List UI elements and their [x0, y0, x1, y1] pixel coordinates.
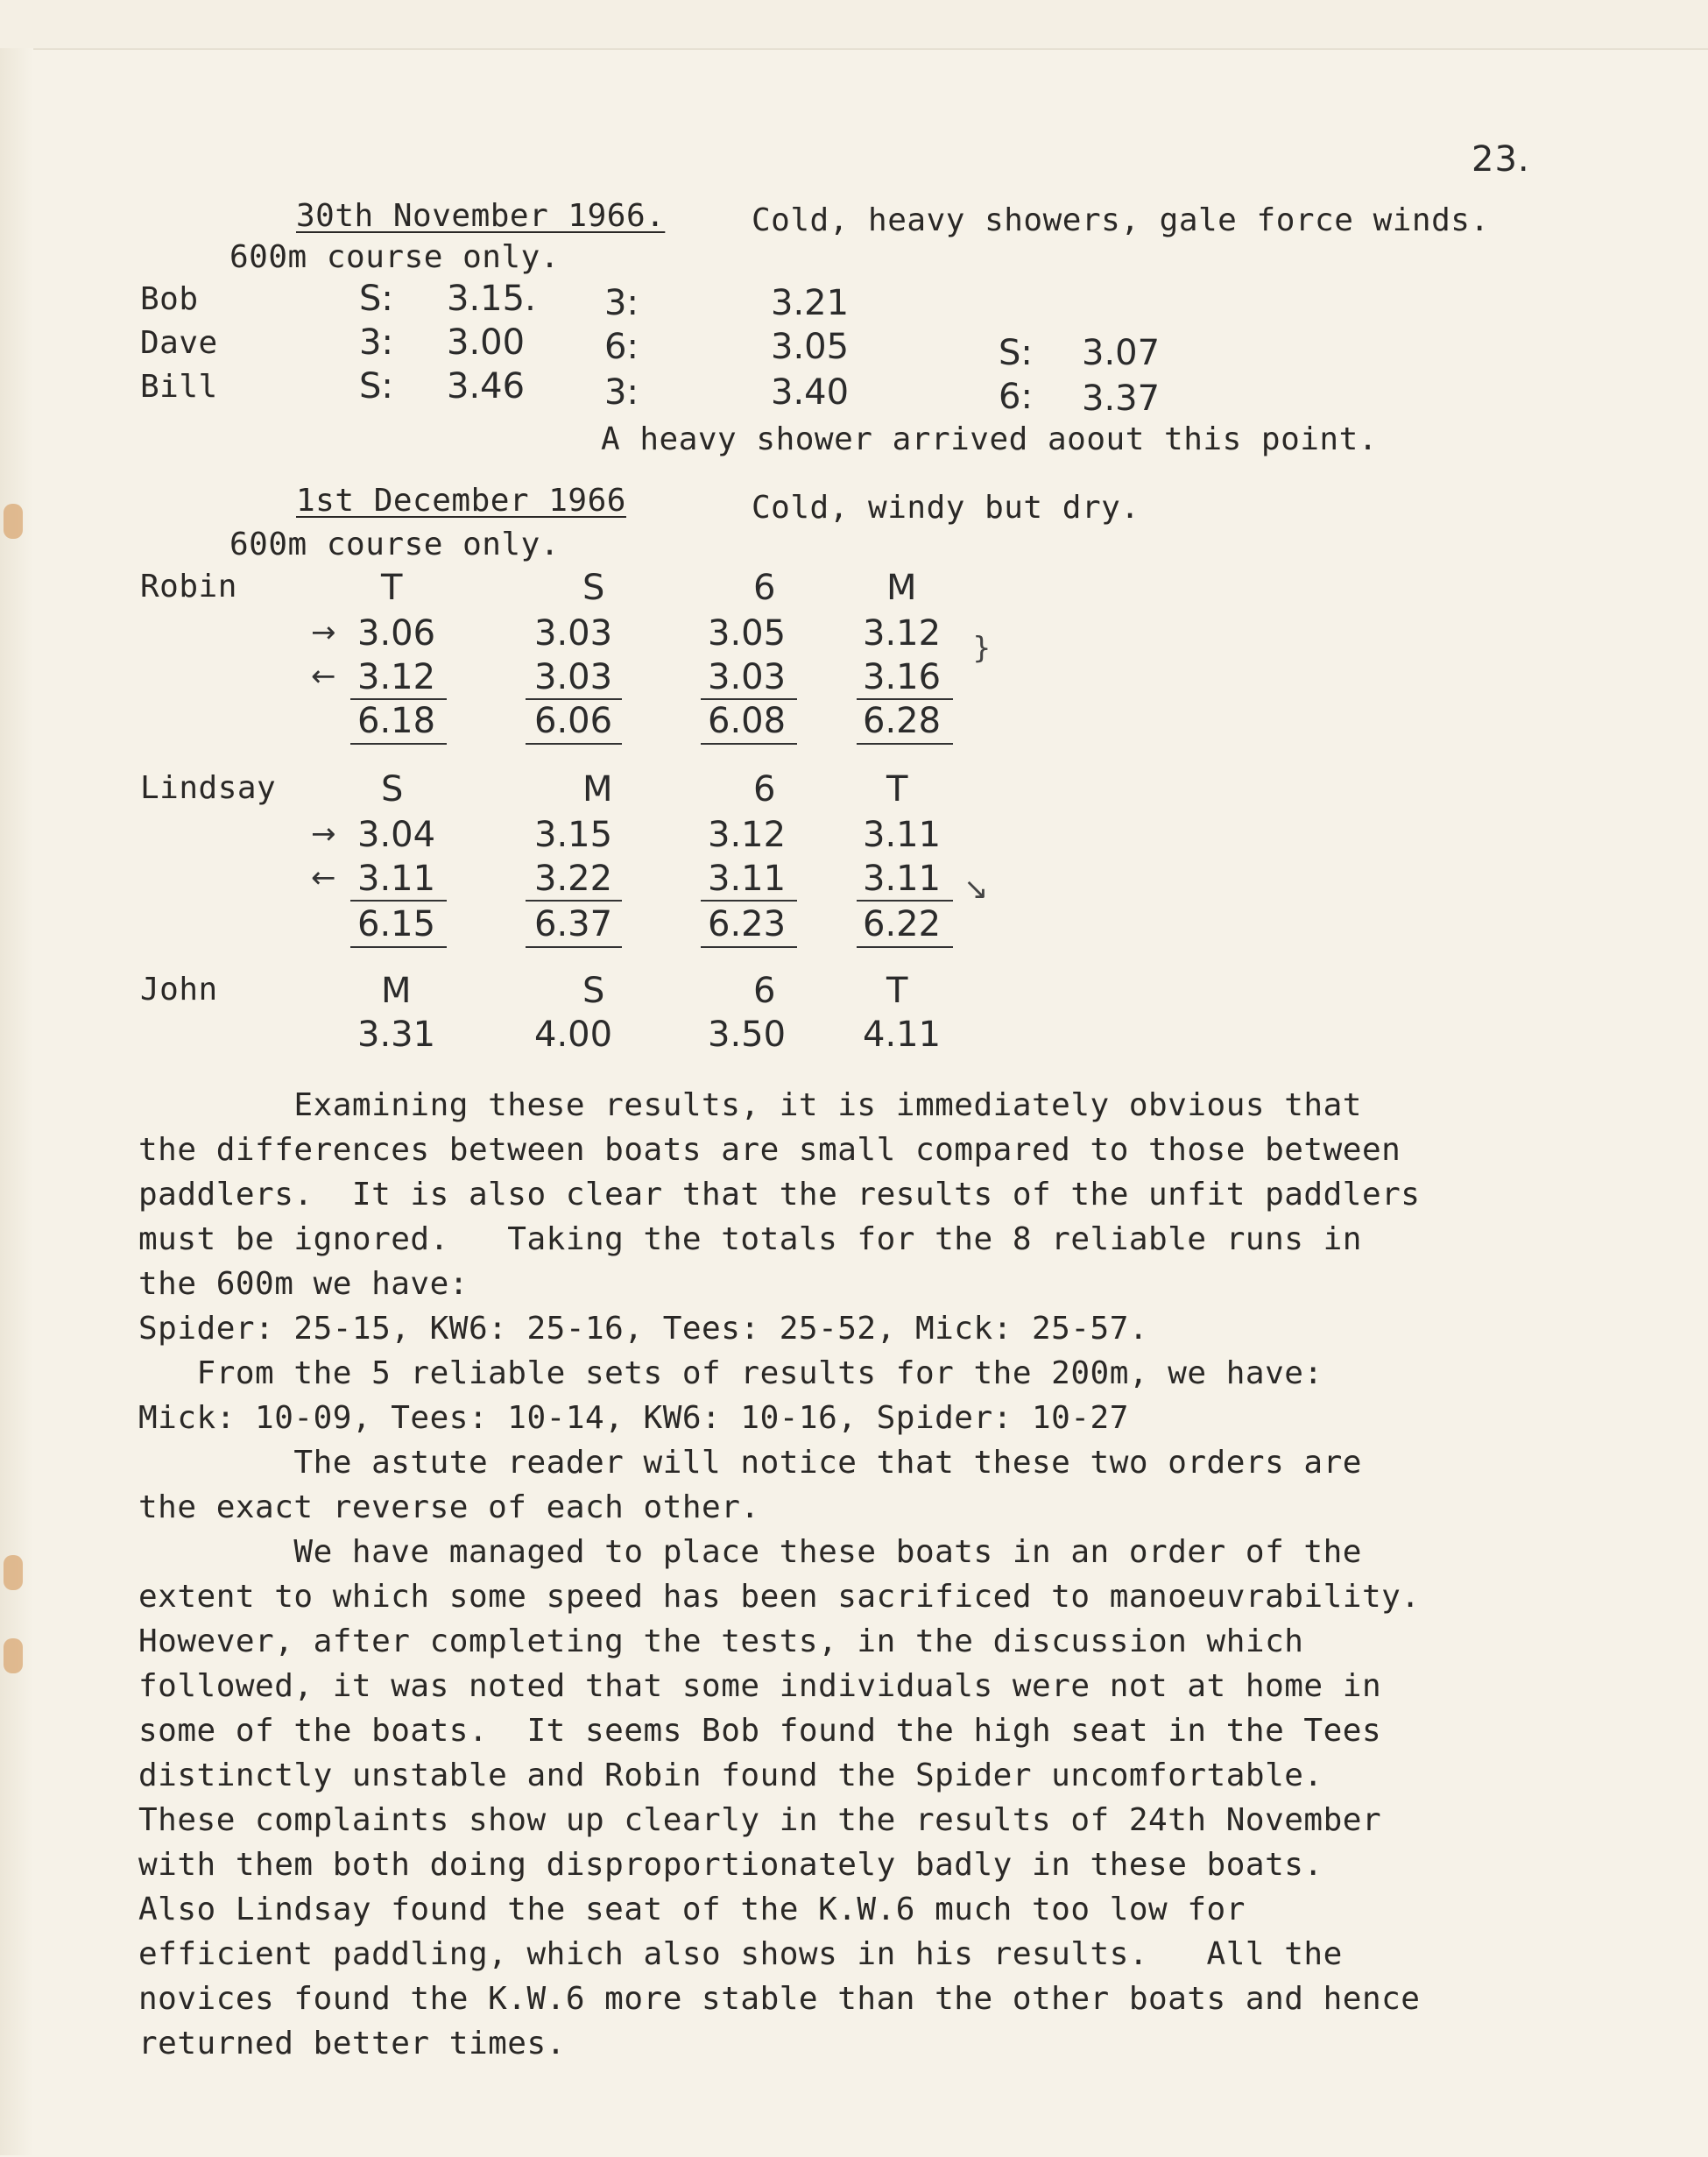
punch-hole-mark [4, 1638, 23, 1673]
session1-date: 30th November 1966. [296, 198, 666, 234]
run2-time: 3.03 [534, 657, 613, 697]
total-rule [857, 946, 953, 948]
session2-course: 600m course only. [229, 527, 560, 562]
body-line: Examining these results, it is immediately obvious that [138, 1087, 1362, 1123]
run1-time: 3.05 [708, 613, 787, 654]
session1-time: 3.15. [447, 279, 536, 319]
run2-time: 3.12 [357, 657, 436, 697]
total-time: 6.37 [534, 904, 613, 944]
binding-edge [0, 48, 33, 2155]
right-arrow-icon: → [311, 615, 336, 650]
run1-time: 3.06 [357, 613, 436, 654]
session1-time: 3.40 [771, 372, 850, 413]
session1-conditions: Cold, heavy showers, gale force winds. [752, 202, 1490, 238]
body-line: returned better times. [138, 2026, 566, 2062]
body-line: From the 5 reliable sets of results for the 200m, we have: [138, 1355, 1323, 1391]
punch-hole-mark [4, 504, 23, 539]
total-time: 6.22 [863, 904, 942, 944]
sum-rule [350, 698, 447, 700]
total-time: 6.28 [863, 701, 942, 741]
run1-time: 4.11 [863, 1015, 942, 1055]
body-line: Spider: 25-15, KW6: 25-16, Tees: 25-52, Mick: 25-57. [138, 1311, 1149, 1347]
run1-time: 3.31 [357, 1015, 436, 1055]
total-rule [701, 743, 797, 745]
session1-boat: S: [359, 366, 393, 407]
session1-boat: S: [359, 279, 393, 319]
total-time: 6.08 [708, 701, 787, 741]
body-line: Also Lindsay found the seat of the K.W.6 much too low for [138, 1892, 1246, 1927]
total-rule [526, 946, 622, 948]
run1-time: 3.04 [357, 815, 436, 855]
total-time: 6.06 [534, 701, 613, 741]
boat-header: M [381, 971, 412, 1011]
session1-boat: 3: [359, 322, 393, 363]
boat-header: 6 [753, 769, 776, 810]
sum-rule [857, 698, 953, 700]
boat-header: M [582, 769, 613, 810]
sum-rule [526, 900, 622, 902]
body-line: The astute reader will notice that these two orders are [138, 1445, 1362, 1481]
run2-time: 3.11 [708, 859, 787, 899]
boat-header: T [381, 568, 403, 608]
boat-header: T [886, 971, 908, 1011]
boat-header: M [886, 568, 917, 608]
body-line: followed, it was noted that some individuals were not at home in [138, 1668, 1382, 1704]
body-line: some of the boats. It seems Bob found the high seat in the Tees [138, 1713, 1382, 1749]
run1-time: 3.03 [534, 613, 613, 654]
sum-rule [857, 900, 953, 902]
session1-boat: 6: [604, 327, 639, 367]
boat-header: 6 [753, 971, 776, 1011]
body-line: the 600m we have: [138, 1266, 469, 1302]
sum-rule [701, 900, 797, 902]
session1-time: 3.37 [1082, 378, 1161, 419]
boat-header: T [886, 769, 908, 810]
body-line: paddlers. It is also clear that the results of the unfit paddlers [138, 1177, 1421, 1213]
session2-date: 1st December 1966 [296, 483, 626, 519]
session1-time: 3.07 [1082, 333, 1161, 373]
session1-time: 3.05 [771, 327, 850, 367]
sum-rule [526, 698, 622, 700]
total-rule [701, 946, 797, 948]
boat-header: S [582, 568, 605, 608]
run1-time: 3.11 [863, 815, 942, 855]
session1-boat: 6: [999, 377, 1033, 417]
paddler-name-robin: Robin [140, 569, 237, 605]
run1-time: 3.12 [708, 815, 787, 855]
session1-boat: 3: [604, 283, 639, 323]
left-arrow-icon: ← [311, 659, 336, 694]
total-rule [526, 743, 622, 745]
total-time: 6.15 [357, 904, 436, 944]
body-line: efficient paddling, which also shows in his results. All the [138, 1936, 1343, 1972]
body-line: Mick: 10-09, Tees: 10-14, KW6: 10-16, Spider: 10-27 [138, 1400, 1129, 1436]
boat-header: S [582, 971, 605, 1011]
total-time: 6.23 [708, 904, 787, 944]
session1-name-bob: Bob [140, 281, 199, 317]
session1-name-bill: Bill [140, 369, 218, 405]
total-rule [350, 946, 447, 948]
body-line: the differences between boats are small compared to those between [138, 1132, 1401, 1168]
bracket-mark-icon: } [972, 631, 992, 666]
body-line: extent to which some speed has been sacrificed to manoeuvrability. [138, 1579, 1421, 1615]
total-rule [350, 743, 447, 745]
boat-header: S [381, 769, 404, 810]
run2-time: 3.11 [357, 859, 436, 899]
right-arrow-icon: → [311, 817, 336, 852]
total-rule [857, 743, 953, 745]
boat-header: 6 [753, 568, 776, 608]
session2-conditions: Cold, windy but dry. [752, 490, 1140, 526]
body-line: We have managed to place these boats in an order of the [138, 1534, 1362, 1570]
session1-boat: 3: [604, 372, 639, 413]
left-arrow-icon: ← [311, 860, 336, 895]
run1-time: 3.12 [863, 613, 942, 654]
body-line: must be ignored. Taking the totals for the 8 reliable runs in [138, 1221, 1362, 1257]
run2-time: 3.03 [708, 657, 787, 697]
body-line: with them both doing disproportionately badly in these boats. [138, 1847, 1323, 1883]
punch-hole-mark [4, 1555, 23, 1590]
paddler-name-john: John [140, 972, 218, 1008]
paddler-name-lindsay: Lindsay [140, 770, 277, 806]
body-line: novices found the K.W.6 more stable than the other boats and hence [138, 1981, 1421, 2017]
page-number: 23. [1472, 139, 1530, 180]
session1-time: 3.46 [447, 366, 526, 407]
body-line: These complaints show up clearly in the results of 24th November [138, 1802, 1382, 1838]
session1-course: 600m course only. [229, 239, 560, 275]
run2-time: 3.22 [534, 859, 613, 899]
total-time: 6.18 [357, 701, 436, 741]
sum-rule [350, 900, 447, 902]
run2-time: 3.16 [863, 657, 942, 697]
body-line: distinctly unstable and Robin found the Spider uncomfortable. [138, 1757, 1323, 1793]
session1-boat: S: [999, 333, 1033, 373]
session1-time: 3.21 [771, 283, 850, 323]
check-mark-icon: ↘ [963, 872, 989, 907]
sum-rule [701, 698, 797, 700]
session1-name-dave: Dave [140, 325, 218, 361]
session1-note: A heavy shower arrived aoout this point. [601, 421, 1378, 457]
session1-time: 3.00 [447, 322, 526, 363]
run1-time: 3.15 [534, 815, 613, 855]
body-line: However, after completing the tests, in the discussion which [138, 1623, 1304, 1659]
run1-time: 3.50 [708, 1015, 787, 1055]
body-line: the exact reverse of each other. [138, 1489, 760, 1525]
run2-time: 3.11 [863, 859, 942, 899]
run1-time: 4.00 [534, 1015, 613, 1055]
